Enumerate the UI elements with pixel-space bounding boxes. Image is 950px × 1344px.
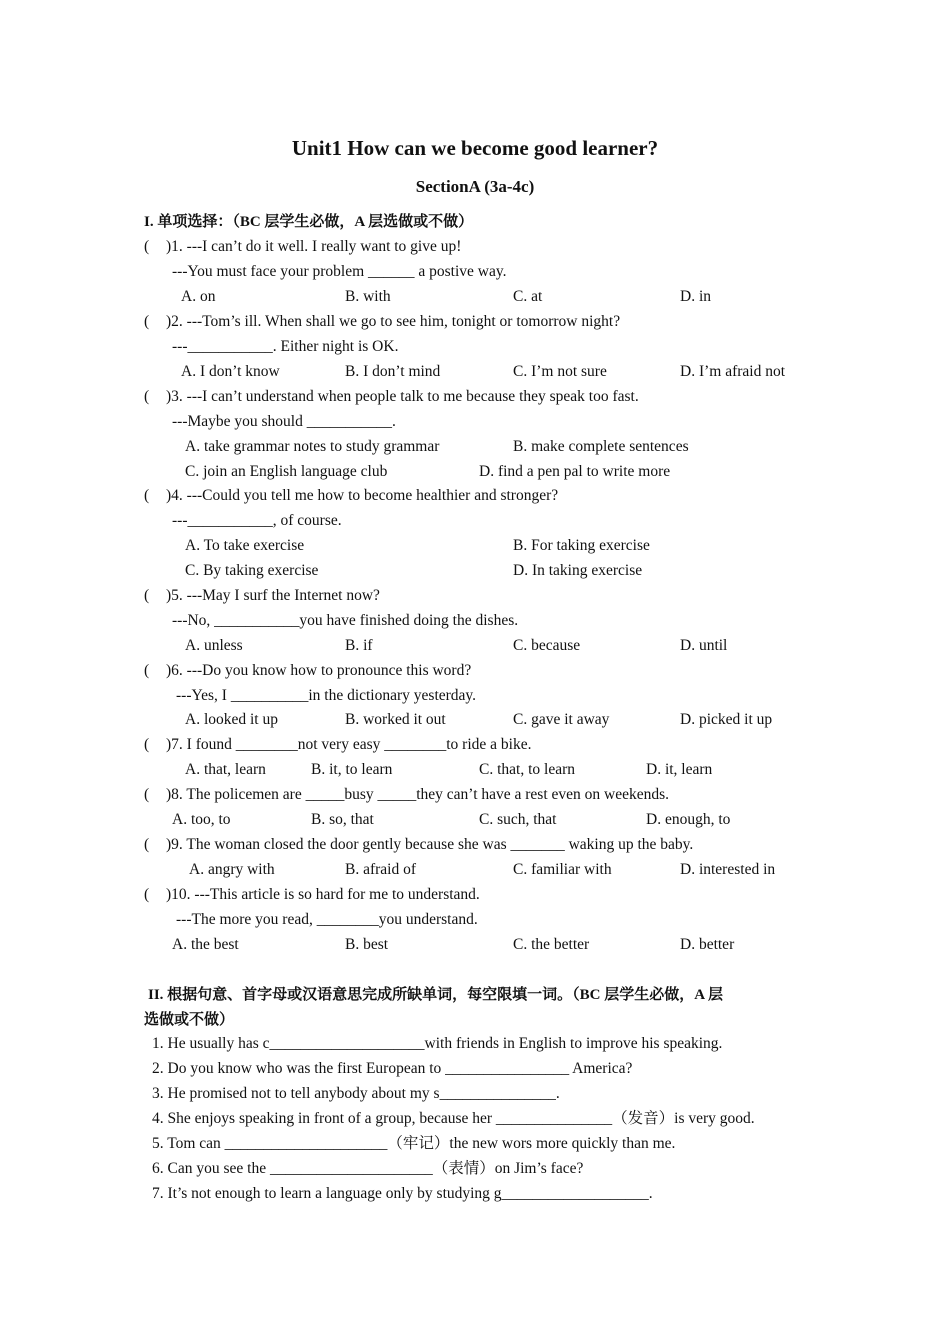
answer-blank-paren: (	[144, 238, 150, 255]
answer-blank-paren: (	[144, 587, 150, 604]
question-5-option-d: D. until	[680, 637, 728, 654]
question-3-option-d: D. find a pen pal to write more	[479, 463, 671, 480]
fill-item-4: 4. She enjoys speaking in front of a group, because her _______________（发音）is very good.	[152, 1110, 755, 1127]
question-3-option-c: C. join an English language club	[185, 463, 388, 480]
question-1-stem: )1. ---I can’t do it well. I really want to give up!	[166, 238, 462, 255]
question-9-option-a: A. angry with	[189, 861, 275, 878]
answer-blank-paren: (	[144, 313, 150, 330]
question-9-option-d: D. interested in	[680, 861, 776, 878]
question-2-option-c: C. I’m not sure	[513, 363, 607, 380]
question-7-option-c: C. that, to learn	[479, 761, 575, 778]
answer-blank-paren: (	[144, 662, 150, 679]
question-4-option-c: C. By taking exercise	[185, 562, 319, 579]
question-6-option-d: D. picked it up	[680, 711, 773, 728]
question-8-option-b: B. so, that	[311, 811, 374, 828]
question-10-option-b: B. best	[345, 936, 389, 953]
answer-blank-paren: (	[144, 836, 150, 853]
question-8-stem: )8. The policemen are _____busy _____they can’t have a rest even on weekends.	[166, 786, 670, 803]
question-10-line2: ---The more you read, ________you understand.	[176, 911, 478, 928]
question-7-option-d: D. it, learn	[646, 761, 713, 778]
fill-item-5: 5. Tom can _____________________（牢记）the new wors more quickly than me.	[152, 1135, 676, 1152]
question-9-option-b: B. afraid of	[345, 861, 417, 878]
answer-blank-paren: (	[144, 886, 150, 903]
page-subtitle: SectionA (3a-4c)	[415, 177, 535, 196]
question-10-option-d: D. better	[680, 936, 735, 953]
question-1-option-b: B. with	[345, 288, 391, 305]
question-4-stem: )4. ---Could you tell me how to become healthier and stronger?	[166, 487, 559, 504]
question-4-option-b: B. For taking exercise	[513, 537, 650, 554]
question-8-option-d: D. enough, to	[646, 811, 731, 828]
question-8-option-c: C. such, that	[479, 811, 557, 828]
question-6-line2: ---Yes, I __________in the dictionary yesterday.	[176, 687, 477, 704]
answer-blank-paren: (	[144, 786, 150, 803]
question-1-line2: ---You must face your problem ______ a postive way.	[172, 263, 507, 280]
question-10-option-a: A. the best	[172, 936, 239, 953]
question-5-stem: )5. ---May I surf the Internet now?	[166, 587, 380, 604]
question-5-option-c: C. because	[513, 637, 581, 654]
question-8-option-a: A. too, to	[172, 811, 231, 828]
fill-item-1: 1. He usually has c____________________with friends in English to improve his speaking.	[152, 1035, 723, 1052]
fill-item-2: 2. Do you know who was the first European to ________________ America?	[152, 1060, 633, 1077]
question-4-option-d: D. In taking exercise	[513, 562, 643, 579]
question-3-option-b: B. make complete sentences	[513, 438, 689, 455]
question-1-option-c: C. at	[513, 288, 543, 305]
question-3-line2: ---Maybe you should ___________.	[172, 413, 396, 430]
question-5-option-a: A. unless	[185, 637, 243, 654]
question-6-option-c: C. gave it away	[513, 711, 610, 728]
question-3-stem: )3. ---I can’t understand when people talk to me because they speak too fast.	[166, 388, 639, 405]
question-2-option-a: A. I don’t know	[181, 363, 280, 380]
question-9-option-c: C. familiar with	[513, 861, 612, 878]
question-6-option-a: A. looked it up	[185, 711, 278, 728]
question-10-option-c: C. the better	[513, 936, 590, 953]
question-2-stem: )2. ---Tom’s ill. When shall we go to see him, tonight or tomorrow night?	[166, 313, 621, 330]
fill-item-7: 7. It’s not enough to learn a language only by studying g___________________.	[152, 1185, 653, 1202]
question-6-option-b: B. worked it out	[345, 711, 446, 728]
answer-blank-paren: (	[144, 736, 150, 753]
question-3-option-a: A. take grammar notes to study grammar	[185, 438, 440, 455]
question-7-option-b: B. it, to learn	[311, 761, 393, 778]
question-10-stem: )10. ---This article is so hard for me to understand.	[166, 886, 480, 903]
section2-heading-line1: II. 根据句意、首字母或汉语意思完成所缺单词，每空限填一词。（BC 层学生必做，A 层	[148, 987, 724, 1003]
question-2-option-b: B. I don’t mind	[345, 363, 441, 380]
question-7-option-a: A. that, learn	[185, 761, 266, 778]
question-5-line2: ---No, ___________you have finished doing the dishes.	[172, 612, 519, 629]
question-2-option-d: D. I’m afraid not	[680, 363, 786, 380]
section2-heading-line2: 选做或不做）	[144, 1012, 235, 1028]
question-1-option-d: D. in	[680, 288, 711, 305]
section1-heading: I. 单项选择：（BC 层学生必做，A 层选做或不做）	[144, 214, 474, 230]
page-title: Unit1 How can we become good learner?	[291, 136, 659, 160]
question-7-stem: )7. I found ________not very easy ________to ride a bike.	[166, 736, 532, 753]
question-4-line2: ---___________, of course.	[172, 512, 342, 529]
fill-item-6: 6. Can you see the _____________________（表情）on Jim’s face?	[152, 1160, 584, 1177]
answer-blank-paren: (	[144, 487, 150, 504]
question-5-option-b: B. if	[345, 637, 373, 654]
question-9-stem: )9. The woman closed the door gently because she was _______ waking up the baby.	[166, 836, 694, 853]
question-6-stem: )6. ---Do you know how to pronounce this word?	[166, 662, 472, 679]
fill-item-3: 3. He promised not to tell anybody about my s_______________.	[152, 1085, 560, 1102]
answer-blank-paren: (	[144, 388, 150, 405]
question-2-line2: ---___________. Either night is OK.	[172, 338, 399, 355]
question-4-option-a: A. To take exercise	[185, 537, 305, 554]
question-1-option-a: A. on	[181, 288, 216, 305]
